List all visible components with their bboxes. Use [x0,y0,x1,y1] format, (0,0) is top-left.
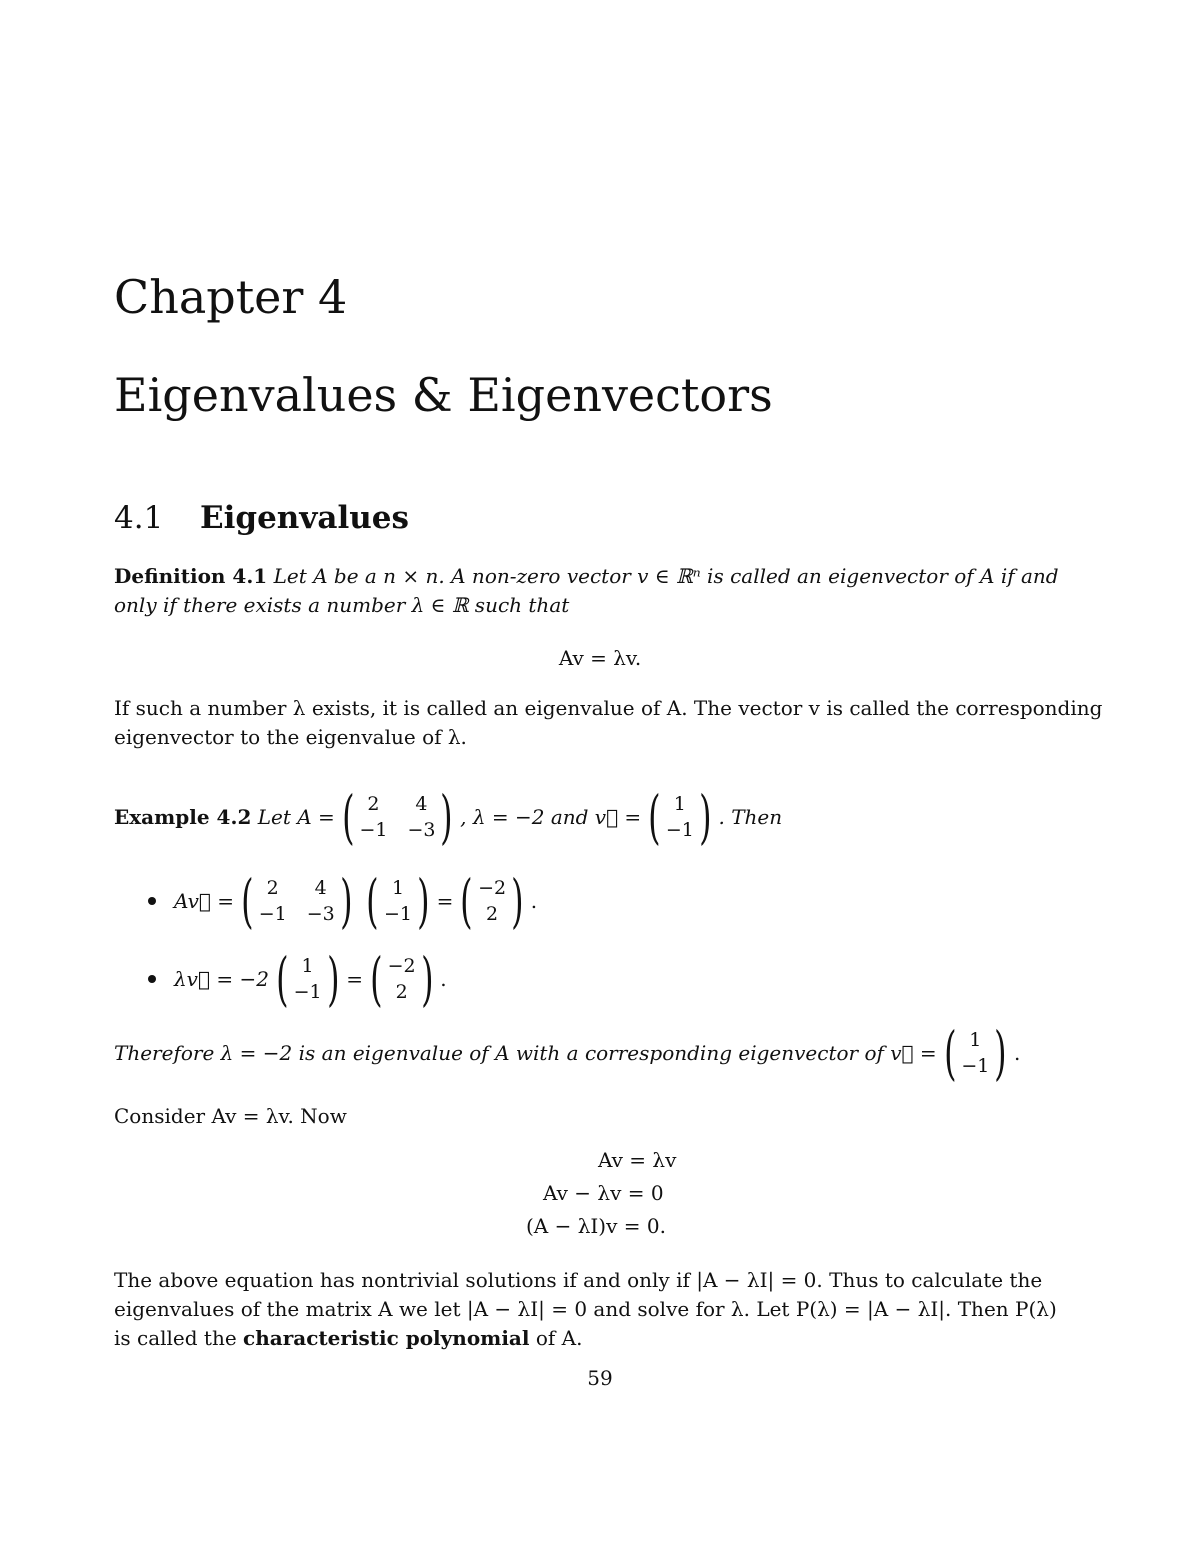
equation-2: Av − λv = 0 [543,1181,664,1205]
matrix-cell: 4 [415,793,428,815]
vector-cell: −1 [961,1055,990,1077]
example-conclusion [114,1019,1021,1087]
chapter-label: Chapter 4 [114,270,348,324]
characteristic-polynomial-term: characteristic polynomial [243,1326,530,1350]
vector-cell: 1 [673,793,686,815]
vector-v: ( 1 −1 ) [943,1019,1007,1087]
vector-v: ( 1 −1 ) [366,867,430,935]
conclusion-text: Therefore λ = −2 is an eigenvalue of A with a corresponding eigenvector of v⃗ = [114,1041,937,1065]
equals-sign: = [436,889,454,913]
paragraph2-line-1: The above equation has nontrivial solutions if and only if |A − λI| = 0. Thus to calculate the [114,1268,1043,1292]
definition-text-2: only if there exists a number λ ∈ ℝ such that [114,593,570,617]
section-heading [114,500,409,536]
matrix-cell: −3 [407,819,436,841]
definition-text-1: Let A be a n × n. A non-zero vector v ∈ ℝⁿ is called an eigenvector of A if and [273,564,1059,588]
vector-cell: −2 [478,877,507,899]
bullet-dot [148,897,156,905]
matrix-cell: −1 [258,903,287,925]
vector-cell: −2 [387,955,416,977]
paragraph2-line3-pre: is called the [114,1326,237,1350]
vector-cell: 2 [486,903,499,925]
period: . [530,889,538,913]
equation-3: (A − λI)v = 0. [526,1214,666,1238]
definition-equation: Av = λv. [558,646,642,670]
example-let-a: Let A = [257,805,335,829]
consider-line: Consider Av = λv. Now [114,1104,347,1128]
definition-label: Definition 4.1 [114,564,268,588]
vector-v: ( 1 −1 ) [648,783,712,851]
bullet-2 [148,945,447,1013]
paragraph1-line-1: If such a number λ exists, it is called an eigenvalue of A. The vector v is called the corresponding [114,696,1103,720]
paragraph1-line-2: eigenvector to the eigenvalue of λ. [114,725,467,749]
vector-cell: 1 [969,1029,982,1051]
matrix-A: ( 2 4 −1 −3 ) [241,867,353,935]
vector-cell: −1 [665,819,694,841]
section-number: 4.1 [114,500,164,536]
page-number: 59 [587,1366,613,1390]
paragraph2-line3-post: of A. [535,1326,583,1350]
chapter-title: Eigenvalues & Eigenvectors [114,368,773,422]
example-then: . Then [718,805,783,829]
example-line [114,783,783,851]
matrix-cell: 2 [367,793,380,815]
bullet-1 [148,867,538,935]
vector-cell: −1 [293,981,322,1003]
bullet2-lhs: λv⃗ = −2 [174,967,269,991]
result-vector: ( −2 2 ) [370,945,434,1013]
matrix-cell: −3 [306,903,335,925]
vector-cell: 1 [391,877,405,899]
vector-cell: 1 [301,955,314,977]
matrix-cell: −1 [359,819,388,841]
matrix-cell: 2 [266,877,279,899]
matrix-A: ( 2 4 −1 −3 ) [341,783,454,851]
section-title: Eigenvalues [200,500,409,536]
paragraph2-line-2: eigenvalues of the matrix A we let |A − λI| = 0 and solve for λ. Let P(λ) = |A − λI|. Then P(λ) [114,1297,1057,1321]
period: . [440,967,447,991]
definition-line-1 [114,562,1059,591]
bullet-dot [148,975,156,983]
equals-sign: = [346,967,363,991]
vector-v: ( 1 −1 ) [276,945,340,1013]
vector-cell: 2 [395,981,408,1003]
example-label: Example 4.2 [114,805,252,829]
example-lambda-def: , λ = −2 and v⃗ = [460,805,642,829]
bullet1-lhs: Av⃗ = [174,889,235,913]
matrix-cell: 4 [314,877,327,899]
result-vector: ( −2 2 ) [460,867,524,935]
vector-cell: −1 [384,903,413,925]
equation-1: Av = λv [598,1148,677,1172]
paragraph2-line-3 [114,1324,582,1353]
period: . [1013,1041,1021,1065]
